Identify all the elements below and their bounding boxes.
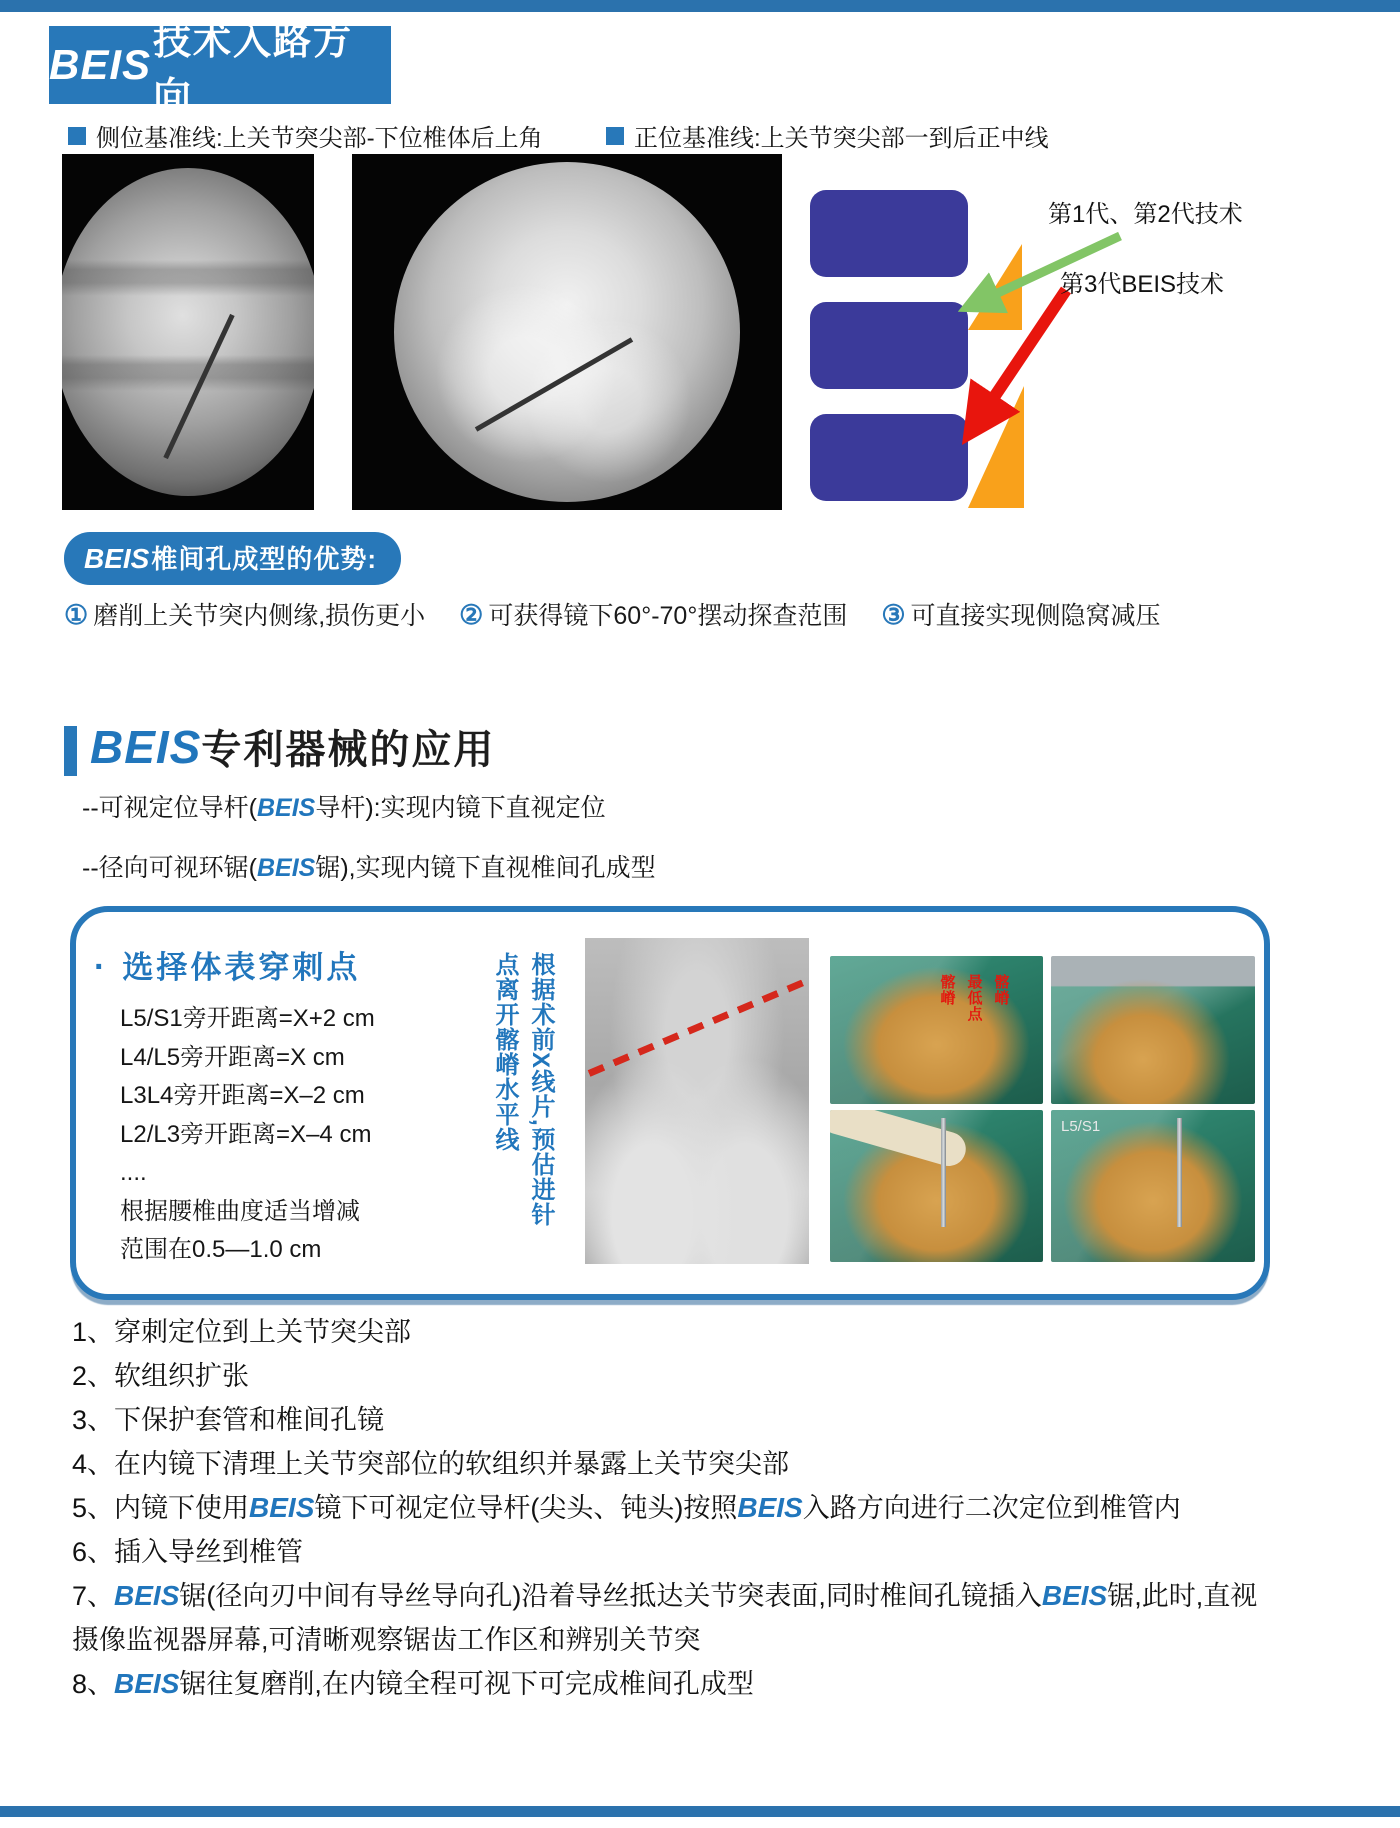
advantage-item xyxy=(881,596,1160,632)
annotation-text: 髂嵴 xyxy=(938,973,956,1006)
beis-logo-text: BEIS xyxy=(256,854,316,882)
advantages-list xyxy=(64,596,1304,632)
surgery-photo-measuring xyxy=(830,1110,1043,1262)
text-segment: 锯),实现内镜下直视椎间孔成型 xyxy=(315,854,656,882)
xray-ap-image xyxy=(352,154,782,510)
surgery-photo-marking xyxy=(830,956,1043,1104)
section1-title-text: 技术入路方向 xyxy=(153,21,354,118)
step-item xyxy=(72,1486,1266,1530)
fluoroscopy-circle xyxy=(394,162,740,502)
beis-logo-text: BEIS xyxy=(49,41,152,88)
text-segment: 镜下可视定位导杆(尖头、钝头)按照 xyxy=(314,1493,738,1523)
puncture-path-dashed-line xyxy=(588,972,809,1077)
puncture-heading-text: 选择体表穿刺点 xyxy=(122,950,361,985)
beis-logo-text: BEIS xyxy=(737,1492,803,1523)
text-segment: 1、穿刺定位到上关节突尖部 xyxy=(72,1317,412,1347)
step-item xyxy=(72,1530,1266,1574)
text-segment: 6、插入导丝到椎管 xyxy=(72,1537,304,1567)
advantage-text: 可获得镜下60°-70°摆动探查范围 xyxy=(488,602,848,630)
puncture-box-heading xyxy=(94,942,360,987)
xray-lateral-image xyxy=(62,154,314,510)
text-segment: 2、软组织扩张 xyxy=(72,1361,250,1391)
puncture-distance-list xyxy=(120,1000,375,1270)
section2-title xyxy=(90,718,495,775)
advantage-text: 可直接实现侧隐窝减压 xyxy=(910,602,1161,630)
text-segment: --可视定位导杆( xyxy=(82,794,257,822)
annotation-text: 最低点 xyxy=(965,973,983,1022)
bottom-accent-bar xyxy=(0,1806,1400,1817)
step-item xyxy=(72,1354,1266,1398)
beis-logo-text: BEIS xyxy=(114,1580,180,1611)
baseline-lateral xyxy=(68,118,543,153)
list-item: .... xyxy=(120,1159,147,1186)
step-item xyxy=(72,1398,1266,1442)
surgeon-arm xyxy=(830,1110,970,1170)
red-arrow-icon xyxy=(972,290,1066,430)
photo-annotations xyxy=(937,974,1012,1022)
label-generation-3-beis: 第3代BEIS技术 xyxy=(1060,271,1225,298)
beis-logo-text: BEIS xyxy=(114,1668,180,1699)
baseline-ap xyxy=(606,118,1049,153)
list-item: L4/L5旁开距离=X cm xyxy=(120,1043,345,1071)
label-generation-1-2: 第1代、第2代技术 xyxy=(1048,201,1243,228)
baseline-ap-label: 正位基准线:上关节突尖部一到后正中线 xyxy=(634,125,1049,152)
beis-logo-text: BEIS xyxy=(1041,1580,1108,1611)
step-item xyxy=(72,1574,1266,1662)
text-segment: 导杆):实现内镜下直视定位 xyxy=(315,794,606,822)
square-bullet-icon xyxy=(68,127,86,145)
step-item xyxy=(72,1310,1266,1354)
approach-arrows xyxy=(940,180,1400,520)
xray-pelvis-image xyxy=(585,938,809,1264)
vertical-note-col: 点离开髂嵴水平线 xyxy=(491,952,518,1152)
text-segment: 4、在内镜下清理上关节突部位的软组织并暴露上关节突尖部 xyxy=(72,1449,790,1479)
list-item: L2/L3旁开距离=X–4 cm xyxy=(120,1120,372,1148)
text-segment: 锯,此时,直视摄像监视器屏幕,可清晰观察锯齿工作区和辨别关节突 xyxy=(72,1581,1258,1655)
text-segment: 锯往复磨削,在内镜全程可视下可完成椎间孔成型 xyxy=(179,1669,754,1699)
list-item: 根据腰椎曲度适当增减 xyxy=(120,1197,360,1225)
circled-number-icon: ③ xyxy=(881,600,906,630)
text-segment: 5、内镜下使用 xyxy=(72,1493,250,1523)
dot-bullet-icon: · xyxy=(94,948,109,986)
advantage-item xyxy=(64,596,425,632)
annotation-text: 髂嵴 xyxy=(992,973,1010,1006)
step-item xyxy=(72,1442,1266,1486)
text-segment: --径向可视环锯( xyxy=(82,854,257,882)
advantages-heading-text: 椎间孔成型的优势: xyxy=(151,544,378,574)
beis-logo-text: BEIS xyxy=(249,1492,315,1523)
text-segment: 入路方向进行二次定位到椎管内 xyxy=(802,1493,1181,1523)
fluoroscopy-circle xyxy=(62,168,314,496)
advantage-text: 磨削上关节突内侧缘,损伤更小 xyxy=(93,602,426,630)
section2-title-text: 专利器械的应用 xyxy=(201,728,496,772)
vertical-note xyxy=(486,952,558,1264)
surgery-photo-instrument xyxy=(1051,956,1255,1104)
beis-logo-text: BEIS xyxy=(256,794,316,822)
baseline-lateral-label: 侧位基准线:上关节突尖部-下位椎体后上角 xyxy=(96,125,543,152)
level-label: L5/S1 xyxy=(1061,1118,1101,1135)
section2-accent-bar xyxy=(64,726,77,776)
list-item: L5/S1旁开距离=X+2 cm xyxy=(120,1005,375,1032)
beis-logo-text: BEIS xyxy=(90,721,202,773)
square-bullet-icon xyxy=(606,127,624,145)
needle-tool xyxy=(1177,1118,1182,1227)
text-segment: 锯(径向刃中间有导丝导向孔)沿着导丝抵达关节突表面,同时椎间孔镜插入 xyxy=(179,1581,1042,1611)
text-segment: 7、 xyxy=(72,1581,115,1611)
beis-logo-text: BEIS xyxy=(84,543,150,574)
instrument-line-trephine xyxy=(82,848,656,884)
advantage-item xyxy=(459,596,847,632)
advantages-heading xyxy=(64,532,401,585)
procedure-steps xyxy=(72,1310,1266,1706)
vertical-note-col: 根据术前X线片,预估进针 xyxy=(527,952,554,1227)
section1-title xyxy=(49,21,391,118)
surgery-photo-l5s1 xyxy=(1051,1110,1255,1262)
measuring-tool xyxy=(941,1118,946,1227)
circled-number-icon: ① xyxy=(64,600,89,630)
step-item xyxy=(72,1662,1266,1706)
text-segment: 8、 xyxy=(72,1669,115,1699)
circled-number-icon: ② xyxy=(459,600,484,630)
text-segment: 3、下保护套管和椎间孔镜 xyxy=(72,1405,385,1435)
instrument-line-guide-rod xyxy=(82,788,606,824)
list-item: L3L4旁开距离=X–2 cm xyxy=(120,1082,365,1109)
list-item: 范围在0.5—1.0 cm xyxy=(120,1236,322,1263)
